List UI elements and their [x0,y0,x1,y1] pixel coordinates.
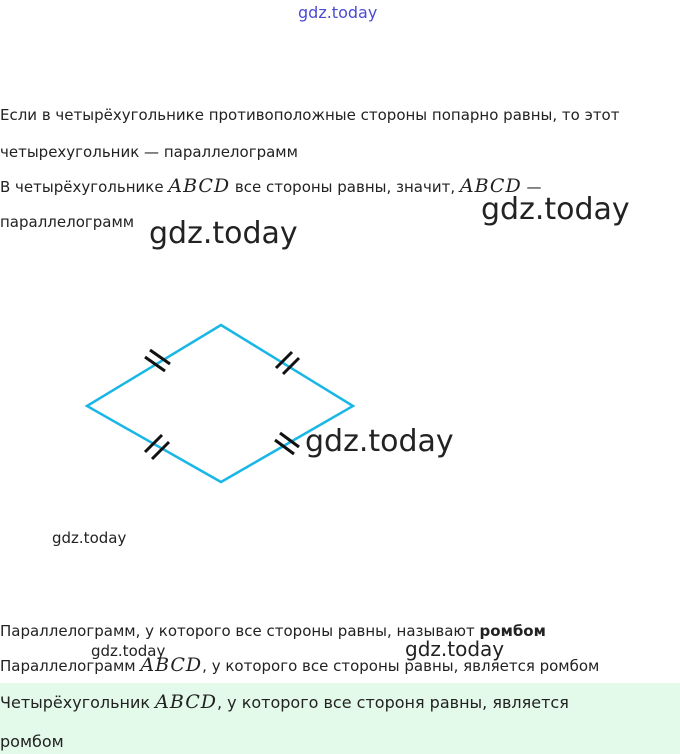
math-abcd: ABCD [168,175,231,197]
conclusion-line [0,655,599,676]
watermark-large-right: gdz.today [481,192,630,227]
answer-line-1 [0,691,569,714]
watermark-medium-bottom: gdz.today [405,637,505,661]
math-abcd-4: ABCD [155,691,217,713]
statement-line-3-middle: все стороны равны, значит, [230,178,460,196]
answer-middle: , у которого все стороня равны, является [216,693,569,712]
math-abcd-2: ABCD [459,175,522,197]
conclusion-start: Параллелограмм [0,657,141,675]
watermark-small-bottom: gdz.today [91,642,166,660]
answer-line-2: ромбом [0,732,64,751]
definition-term: ромбом [479,622,546,640]
statement-line-1: Если в четырёхугольнике противоположные стороны попарно равны, то этот [0,106,620,124]
statement-line-2: четырехугольник — параллелограмм [0,143,298,161]
math-abcd-3: ABCD [140,654,203,676]
statement-line-3-start: В четырёхугольнике [0,178,169,196]
answer-start: Четырёхугольник [0,693,156,712]
statement-line-3-dash: — [521,178,542,196]
statement-line-4: параллелограмм [0,213,135,231]
definition-text: Параллелограмм, у которого все стороны равны, называют [0,622,480,640]
watermark-large-left: gdz.today [149,216,298,251]
watermark-figure: gdz.today [305,424,454,459]
watermark-top: gdz.today [298,3,378,22]
watermark-small-left: gdz.today [52,529,127,547]
conclusion-end: , у которого все стороны равны, является ромбом [202,657,600,675]
